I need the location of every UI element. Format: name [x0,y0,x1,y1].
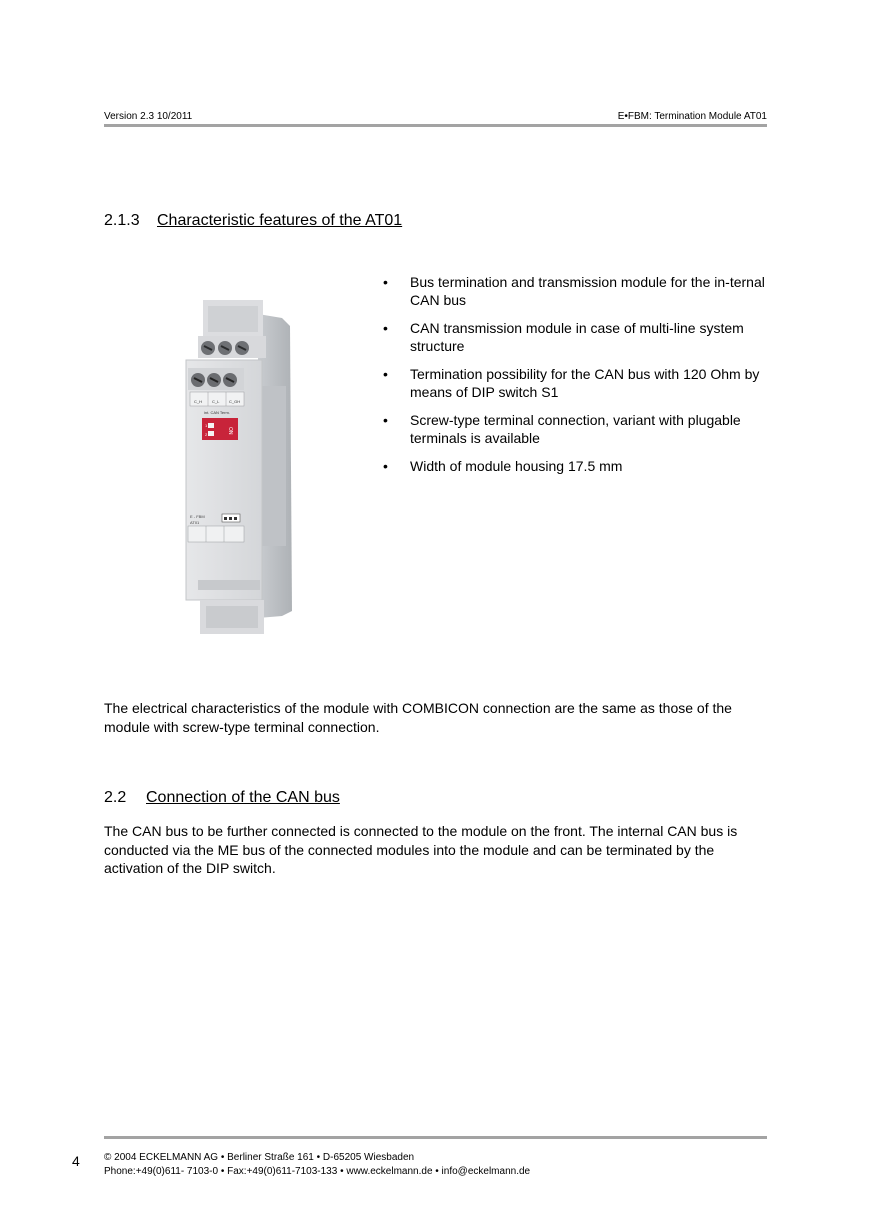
module-name-line1: E - FBM [190,514,205,519]
switch-label: int. CAN Term. [204,410,230,415]
section-title: Characteristic features of the AT01 [157,212,403,229]
footer-phone: Phone:+49(0)611- 7103-0 • Fax:+49(0)611-7103-133 • www.eckelmann.de • info@eckelmann.de [104,1166,531,1177]
section-number: 2.2 [104,789,127,806]
bullet: • [383,320,388,336]
list-item [383,411,768,447]
header-version: Version 2.3 10/2011 [104,111,193,122]
list-item [383,273,768,309]
body-paragraph: The electrical characteristics of the module with COMBICON connection are the same as those of the module with screw-type terminal connection. [104,700,732,735]
module-illustration [178,296,303,636]
section-title: Connection of the CAN bus [146,789,340,806]
section-heading-2-1-3 [104,212,402,230]
body-paragraph: The CAN bus to be further connected is connected to the module on the front. The internal CAN bus is conducted via the ME bus of the connected modules into the module and can be terminated by the activation of the DIP switch. [104,823,738,876]
feature-text: Bus termination and transmission module for the in-ternal CAN bus [410,274,765,308]
switch-digit-1: 1 [205,423,208,428]
section-heading-2-2 [104,789,340,807]
terminal-label-3: C_GH [229,399,241,404]
feature-text: CAN transmission module in case of multi-line system structure [410,320,744,354]
feature-list [383,273,768,485]
footer-divider [104,1136,767,1139]
list-item [383,319,768,355]
bullet: • [383,458,388,474]
header-divider [104,124,767,127]
list-item [383,365,768,401]
terminal-label-2: C_L [212,399,220,404]
terminal-label-1: C_H [194,399,203,404]
footer-address: © 2004 ECKELMANN AG • Berliner Straße 161 • D-65205 Wiesbaden [104,1152,415,1163]
switch-digit-2: 2 [205,432,208,437]
feature-text: Screw-type terminal connection, variant with plugable terminals is available [410,412,741,446]
bullet: • [383,366,388,382]
bullet: • [383,274,388,290]
module-name-line2: AT01 [190,520,200,525]
page-number: 4 [72,1153,80,1169]
header-document-title: E•FBM: Termination Module AT01 [617,111,767,122]
module-photo [178,296,303,636]
section-number: 2.1.3 [104,212,140,229]
bullet: • [383,412,388,428]
feature-text: Width of module housing 17.5 mm [410,458,623,474]
list-item [383,457,768,475]
feature-text: Termination possibility for the CAN bus with 120 Ohm by means of DIP switch S1 [410,366,760,400]
footer-contact [104,1151,530,1179]
switch-on-label: ON [227,427,233,435]
